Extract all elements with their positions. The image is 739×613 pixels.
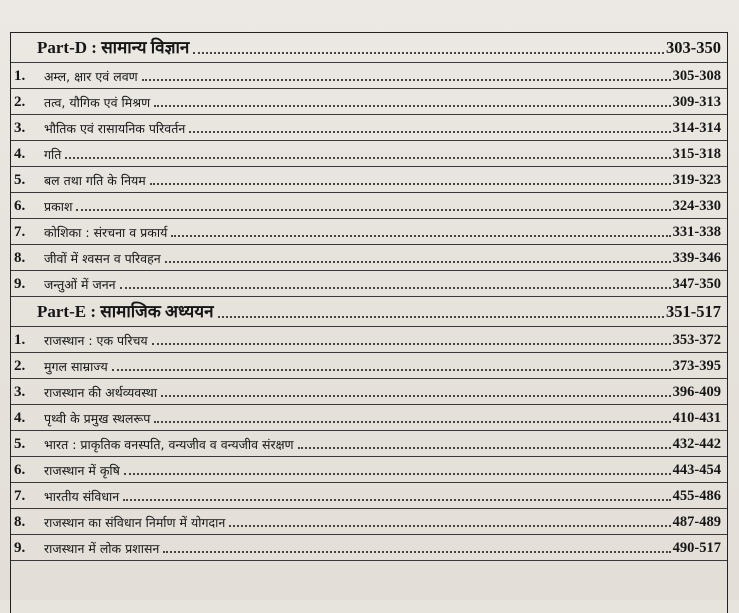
dot-leader xyxy=(142,79,671,81)
entry-number: 8. xyxy=(14,250,26,266)
entry-page-range: 373-395 xyxy=(672,358,721,374)
toc-entry xyxy=(11,483,727,509)
table-of-contents xyxy=(10,32,728,613)
entry-number: 7. xyxy=(14,224,26,240)
entry-number: 6. xyxy=(14,462,26,478)
dot-leader xyxy=(189,131,670,133)
toc-entry xyxy=(11,509,727,535)
dot-leader xyxy=(152,343,671,345)
dot-leader xyxy=(165,261,671,263)
entry-number: 5. xyxy=(14,436,26,452)
entry-page-range: 324-330 xyxy=(672,198,721,214)
toc-entry xyxy=(11,115,727,141)
toc-entry xyxy=(11,271,727,297)
entry-title: जन्तुओं में जनन xyxy=(44,277,116,292)
dot-leader xyxy=(123,499,670,501)
entry-page-range: 432-442 xyxy=(672,436,721,452)
entry-title: भौतिक एवं रासायनिक परिवर्तन xyxy=(44,121,186,136)
entry-title: पृथ्वी के प्रमुख स्थलरूप xyxy=(44,411,151,426)
entry-number: 9. xyxy=(14,540,26,556)
entry-title: गति xyxy=(44,147,62,162)
dot-leader xyxy=(76,209,670,211)
toc-entry xyxy=(11,63,727,89)
dot-leader xyxy=(124,473,671,475)
entry-number: 3. xyxy=(14,120,26,136)
dot-leader xyxy=(229,525,670,527)
entry-title: बल तथा गति के नियम xyxy=(44,173,146,188)
toc-entry xyxy=(11,431,727,457)
dot-leader xyxy=(112,369,671,371)
entry-title: भारत : प्राकृतिक वनस्पति, वन्यजीव व वन्यजीव संरक्षण xyxy=(44,437,294,452)
entry-page-range: 315-318 xyxy=(672,146,721,162)
dot-leader xyxy=(193,52,664,54)
entry-title: राजस्थान : एक परिचय xyxy=(44,333,148,348)
toc-entry xyxy=(11,353,727,379)
entry-page-range: 309-313 xyxy=(672,94,721,110)
dot-leader xyxy=(171,235,670,237)
entry-page-range: 347-350 xyxy=(672,276,721,292)
toc-entry xyxy=(11,379,727,405)
toc-entry xyxy=(11,327,727,353)
entry-number: 5. xyxy=(14,172,26,188)
entry-number: 2. xyxy=(14,358,26,374)
section-heading-part-e xyxy=(11,297,727,327)
toc-entry xyxy=(11,89,727,115)
entry-page-range: 339-346 xyxy=(672,250,721,266)
entry-title: राजस्थान की अर्थव्यवस्था xyxy=(44,385,158,400)
toc-entry xyxy=(11,167,727,193)
entry-title: जीवों में श्वसन व परिवहन xyxy=(44,251,161,266)
toc-entry xyxy=(11,457,727,483)
toc-entry xyxy=(11,141,727,167)
entry-title: राजस्थान में लोक प्रशासन xyxy=(44,541,160,556)
entry-page-range: 305-308 xyxy=(672,68,721,84)
entry-title: अम्ल, क्षार एवं लवण xyxy=(44,69,138,84)
entry-page-range: 314-314 xyxy=(672,120,721,136)
entry-title: भारतीय संविधान xyxy=(44,489,120,504)
section-page-range: 303-350 xyxy=(666,38,721,57)
entry-page-range: 410-431 xyxy=(672,410,721,426)
entry-page-range: 331-338 xyxy=(672,224,721,240)
entry-page-range: 353-372 xyxy=(672,332,721,348)
dot-leader xyxy=(120,287,671,289)
dot-leader xyxy=(298,447,671,449)
entry-page-range: 443-454 xyxy=(672,462,721,478)
entry-page-range: 487-489 xyxy=(672,514,721,530)
toc-entry xyxy=(11,405,727,431)
entry-title: प्रकाश xyxy=(44,199,73,214)
entry-page-range: 490-517 xyxy=(672,540,721,556)
entry-page-range: 396-409 xyxy=(672,384,721,400)
entry-number: 9. xyxy=(14,276,26,292)
dot-leader xyxy=(154,105,671,107)
dot-leader xyxy=(154,421,670,423)
dot-leader xyxy=(65,157,670,159)
entry-number: 4. xyxy=(14,146,26,162)
entry-number: 1. xyxy=(14,332,26,348)
entry-title: राजस्थान का संविधान निर्माण में योगदान xyxy=(44,515,226,530)
entry-page-range: 319-323 xyxy=(672,172,721,188)
entry-number: 8. xyxy=(14,514,26,530)
dot-leader xyxy=(218,316,664,318)
section-page-range: 351-517 xyxy=(666,302,721,321)
dot-leader xyxy=(161,395,671,397)
toc-entry xyxy=(11,535,727,561)
entry-title: राजस्थान में कृषि xyxy=(44,463,120,478)
entry-number: 7. xyxy=(14,488,26,504)
dot-leader xyxy=(163,551,670,553)
entry-number: 2. xyxy=(14,94,26,110)
toc-entry xyxy=(11,219,727,245)
entry-title: मुगल साम्राज्य xyxy=(44,359,108,374)
section-title: Part-D : सामान्य विज्ञान xyxy=(37,38,190,57)
entry-number: 4. xyxy=(14,410,26,426)
toc-entry xyxy=(11,193,727,219)
entry-number: 6. xyxy=(14,198,26,214)
section-heading-part-d xyxy=(11,33,727,63)
section-title: Part-E : सामाजिक अध्ययन xyxy=(37,302,214,321)
toc-entry xyxy=(11,245,727,271)
dot-leader xyxy=(150,183,671,185)
entry-number: 3. xyxy=(14,384,26,400)
entry-number: 1. xyxy=(14,68,26,84)
entry-title: तत्व, यौगिक एवं मिश्रण xyxy=(44,95,151,110)
entry-page-range: 455-486 xyxy=(672,488,721,504)
entry-title: कोशिका : संरचना व प्रकार्य xyxy=(44,225,168,240)
